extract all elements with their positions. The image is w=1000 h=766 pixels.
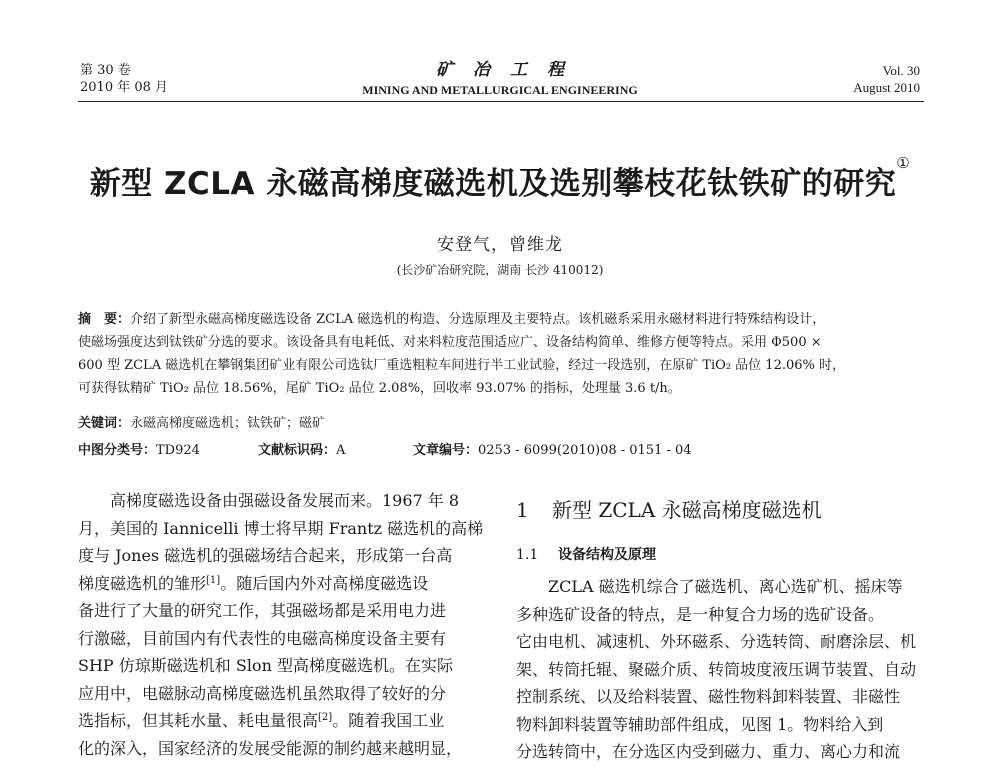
classification-line: [78, 439, 938, 458]
body-line: 它由电机、减速机、外环磁系、分选转筒、耐磨涂层、机: [516, 632, 917, 651]
body-line: 应用中，电磁脉动高梯度磁选机虽然取得了较好的分: [78, 683, 447, 703]
subsection-heading: [516, 545, 932, 565]
body-line: SHP 仿琼斯磁选机和 Slon 型高梯度磁选机。在实际: [78, 656, 453, 675]
title-footnote-mark: ①: [896, 154, 911, 172]
authors: 安登气，曾维龙: [437, 235, 563, 255]
body-line: 备进行了大量的研究工作，其强磁场都是采用电力进: [78, 601, 447, 620]
body-line: 化的深入，国家经济的发展受能源的制约越来越明显，: [78, 738, 463, 758]
keywords-label: 关键词：: [78, 416, 131, 431]
article-number-group: [413, 439, 692, 458]
body-line-tail: 。随后国内外对高梯度磁选设: [220, 573, 429, 593]
body-line: 物料卸料装置等辅助部件组成，见图 1。物料给入到: [516, 714, 884, 734]
article-number-value: 0253 - 6099(2010)08 - 0151 - 04: [478, 443, 692, 458]
doc-code-label: 文献标识码：: [258, 443, 337, 458]
date-en: August 2010: [853, 80, 920, 95]
body-line: 度与 Jones 磁选机的强磁场结合起来，形成第一台高: [78, 546, 453, 565]
clc-value: TD924: [156, 443, 200, 458]
volume-en: Vol. 30: [882, 63, 920, 78]
header-volume-date-en: [853, 62, 920, 96]
keywords-text: 永磁高梯度磁选机；钛铁矿；磁矿: [130, 416, 326, 431]
citation-ref: [1]: [206, 574, 221, 586]
journal-name-en: MINING AND METALLURGICAL ENGINEERING: [362, 83, 638, 97]
body-line: 分选转筒中，在分选区内受到磁力、重力、离心力和流: [516, 742, 901, 761]
article-title-text: 新型 ZCLA 永磁高梯度磁选机及选别攀枝花钛铁矿的研究: [89, 166, 897, 202]
section-number: 1: [516, 498, 529, 522]
abstract-line-text: 介绍了新型永磁高梯度磁选设备 ZCLA 磁选机的构造、分选原理及主要特点。该机磁系采用永磁材料进行特殊结构设计，: [130, 312, 826, 327]
body-line-text: 选指标，但其耗水量、耗电量很高: [78, 711, 319, 730]
body-line: 行激磁，目前国内有代表性的电磁高梯度设备主要有: [78, 628, 447, 648]
clc-label: 中图分类号：: [78, 443, 157, 458]
body-line: 高梯度磁选设备由强磁设备发展而来。1967 年 8: [78, 491, 460, 510]
doc-code-group: [258, 439, 413, 458]
section-title: 新型 ZCLA 永磁高梯度磁选机: [552, 498, 822, 522]
section-paragraph: [516, 573, 932, 766]
body-line: [78, 707, 494, 735]
article-title: [0, 154, 1000, 203]
section-heading: [516, 497, 932, 523]
doc-code-value: A: [336, 443, 346, 458]
abstract-line: 600 型 ZCLA 磁选机在攀钢集团矿业有限公司选钛厂重选粗粒车间进行半工业试验，经过一段选别，在原矿 TiO₂ 品位 12.06% 时，: [78, 358, 846, 373]
date-cn: 2010 年 08 月: [80, 80, 169, 95]
abstract-label: 摘 要：: [78, 312, 131, 327]
subsection-number: 1.1: [516, 547, 539, 563]
body-line: 控制系统、以及给料装置、磁性物料卸料装置、非磁性: [516, 687, 901, 706]
header-rule: [78, 101, 924, 102]
article-number-label: 文章编号：: [413, 443, 479, 458]
body-column-left: [78, 487, 494, 762]
body-line: 月，美国的 Iannicelli 博士将早期 Frantz 磁选机的高梯: [78, 518, 484, 538]
abstract: [78, 308, 928, 400]
body-line: 架、转筒托辊、聚磁介质、转筒坡度液压调节装置、自动: [516, 659, 917, 679]
subsection-title: 设备结构及原理: [558, 547, 656, 563]
body-line: [78, 570, 494, 598]
citation-ref: [2]: [318, 712, 333, 723]
body-line-text: 梯度磁选机的雏形: [78, 573, 207, 593]
keywords: [78, 412, 325, 431]
volume-cn: 第 30 卷: [80, 63, 131, 78]
body-line: ZCLA 磁选机综合了磁选机、离心选矿机、摇床等: [516, 577, 903, 596]
journal-name: [0, 60, 1000, 98]
abstract-line: 可获得钛精矿 TiO₂ 品位 18.56%，尾矿 TiO₂ 品位 2.08%，回收率 93.07% 的指标，处理量 3.6 t/h。: [78, 381, 681, 396]
body-line-tail: 。随着我国工业: [332, 711, 445, 730]
journal-name-cn: 矿冶工程: [436, 60, 584, 80]
clc-group: [78, 439, 258, 458]
body-line: 多种选矿设备的特点，是一种复合力场的选矿设备。: [516, 604, 885, 624]
abstract-line: [78, 308, 928, 331]
abstract-line: 使磁场强度达到钛铁矿分选的要求。该设备具有电耗低、对来料粒度范围适应广、设备结构简单、维修方便等特点。采用 Φ500 ×: [78, 335, 822, 350]
body-column-right: [516, 497, 932, 766]
affiliation: (长沙矿冶研究院，湖南 长沙 410012): [396, 263, 604, 277]
